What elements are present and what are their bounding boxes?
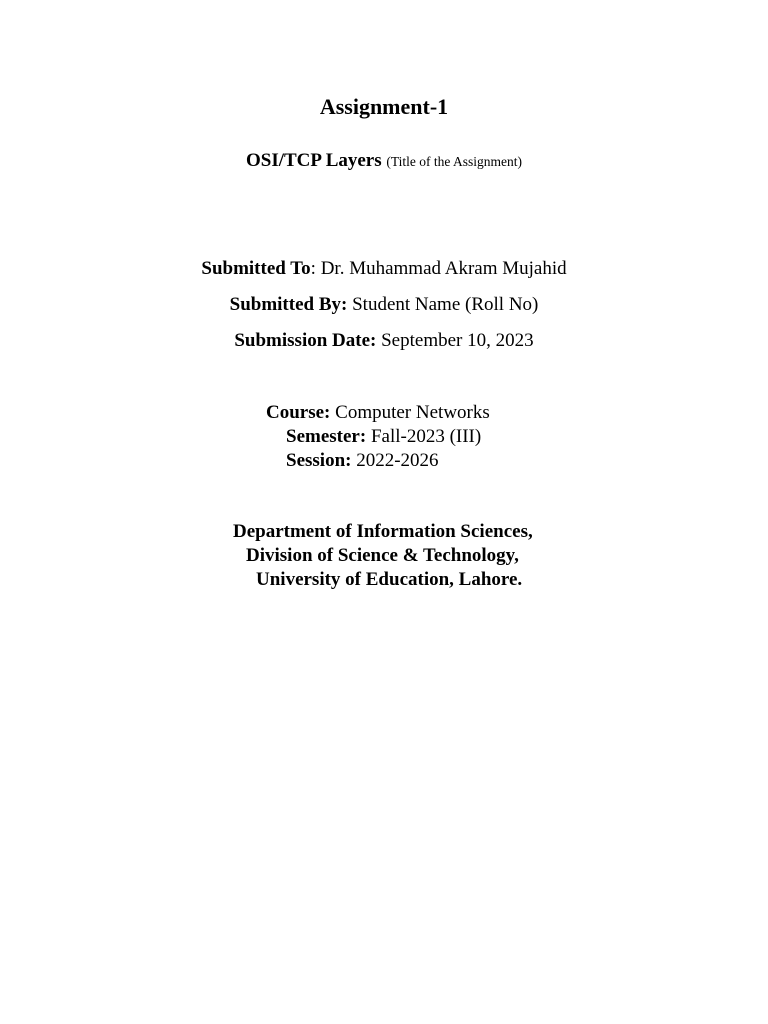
submitted-to-value: Dr. Muhammad Akram Mujahid [315, 258, 567, 279]
session-value: 2022-2026 [351, 450, 439, 471]
course-value: Computer Networks [330, 402, 490, 423]
course-label: Course: [266, 402, 331, 423]
submission-date-line [0, 331, 768, 350]
submitted-to-label: Submitted To [201, 258, 311, 279]
submitted-to-line [0, 259, 768, 278]
assignment-title-line [0, 151, 768, 170]
course-line [266, 403, 490, 422]
submission-date-value: September 10, 2023 [376, 330, 534, 351]
assignment-name: OSI/TCP Layers [245, 150, 382, 171]
division-name: Division of Science & Technology, [246, 545, 519, 566]
department-name: Department of Information Sciences, [233, 521, 533, 542]
session-label: Session: [286, 450, 352, 471]
session-line [286, 451, 439, 470]
semester-label: Semester: [286, 426, 367, 447]
submitted-by-label: Submitted By: [229, 294, 348, 315]
submission-date-label: Submission Date: [234, 330, 377, 351]
submitted-by-value: Student Name (Roll No) [347, 294, 539, 315]
university-name: University of Education, Lahore. [256, 569, 523, 590]
assignment-title-note: (Title of the Assignment) [386, 154, 523, 169]
semester-line [286, 427, 481, 446]
document-title: Assignment-1 [319, 94, 449, 119]
submitted-by-line [0, 295, 768, 314]
submitted-to-separator: : [310, 258, 316, 279]
semester-value: Fall-2023 (III) [366, 426, 482, 447]
